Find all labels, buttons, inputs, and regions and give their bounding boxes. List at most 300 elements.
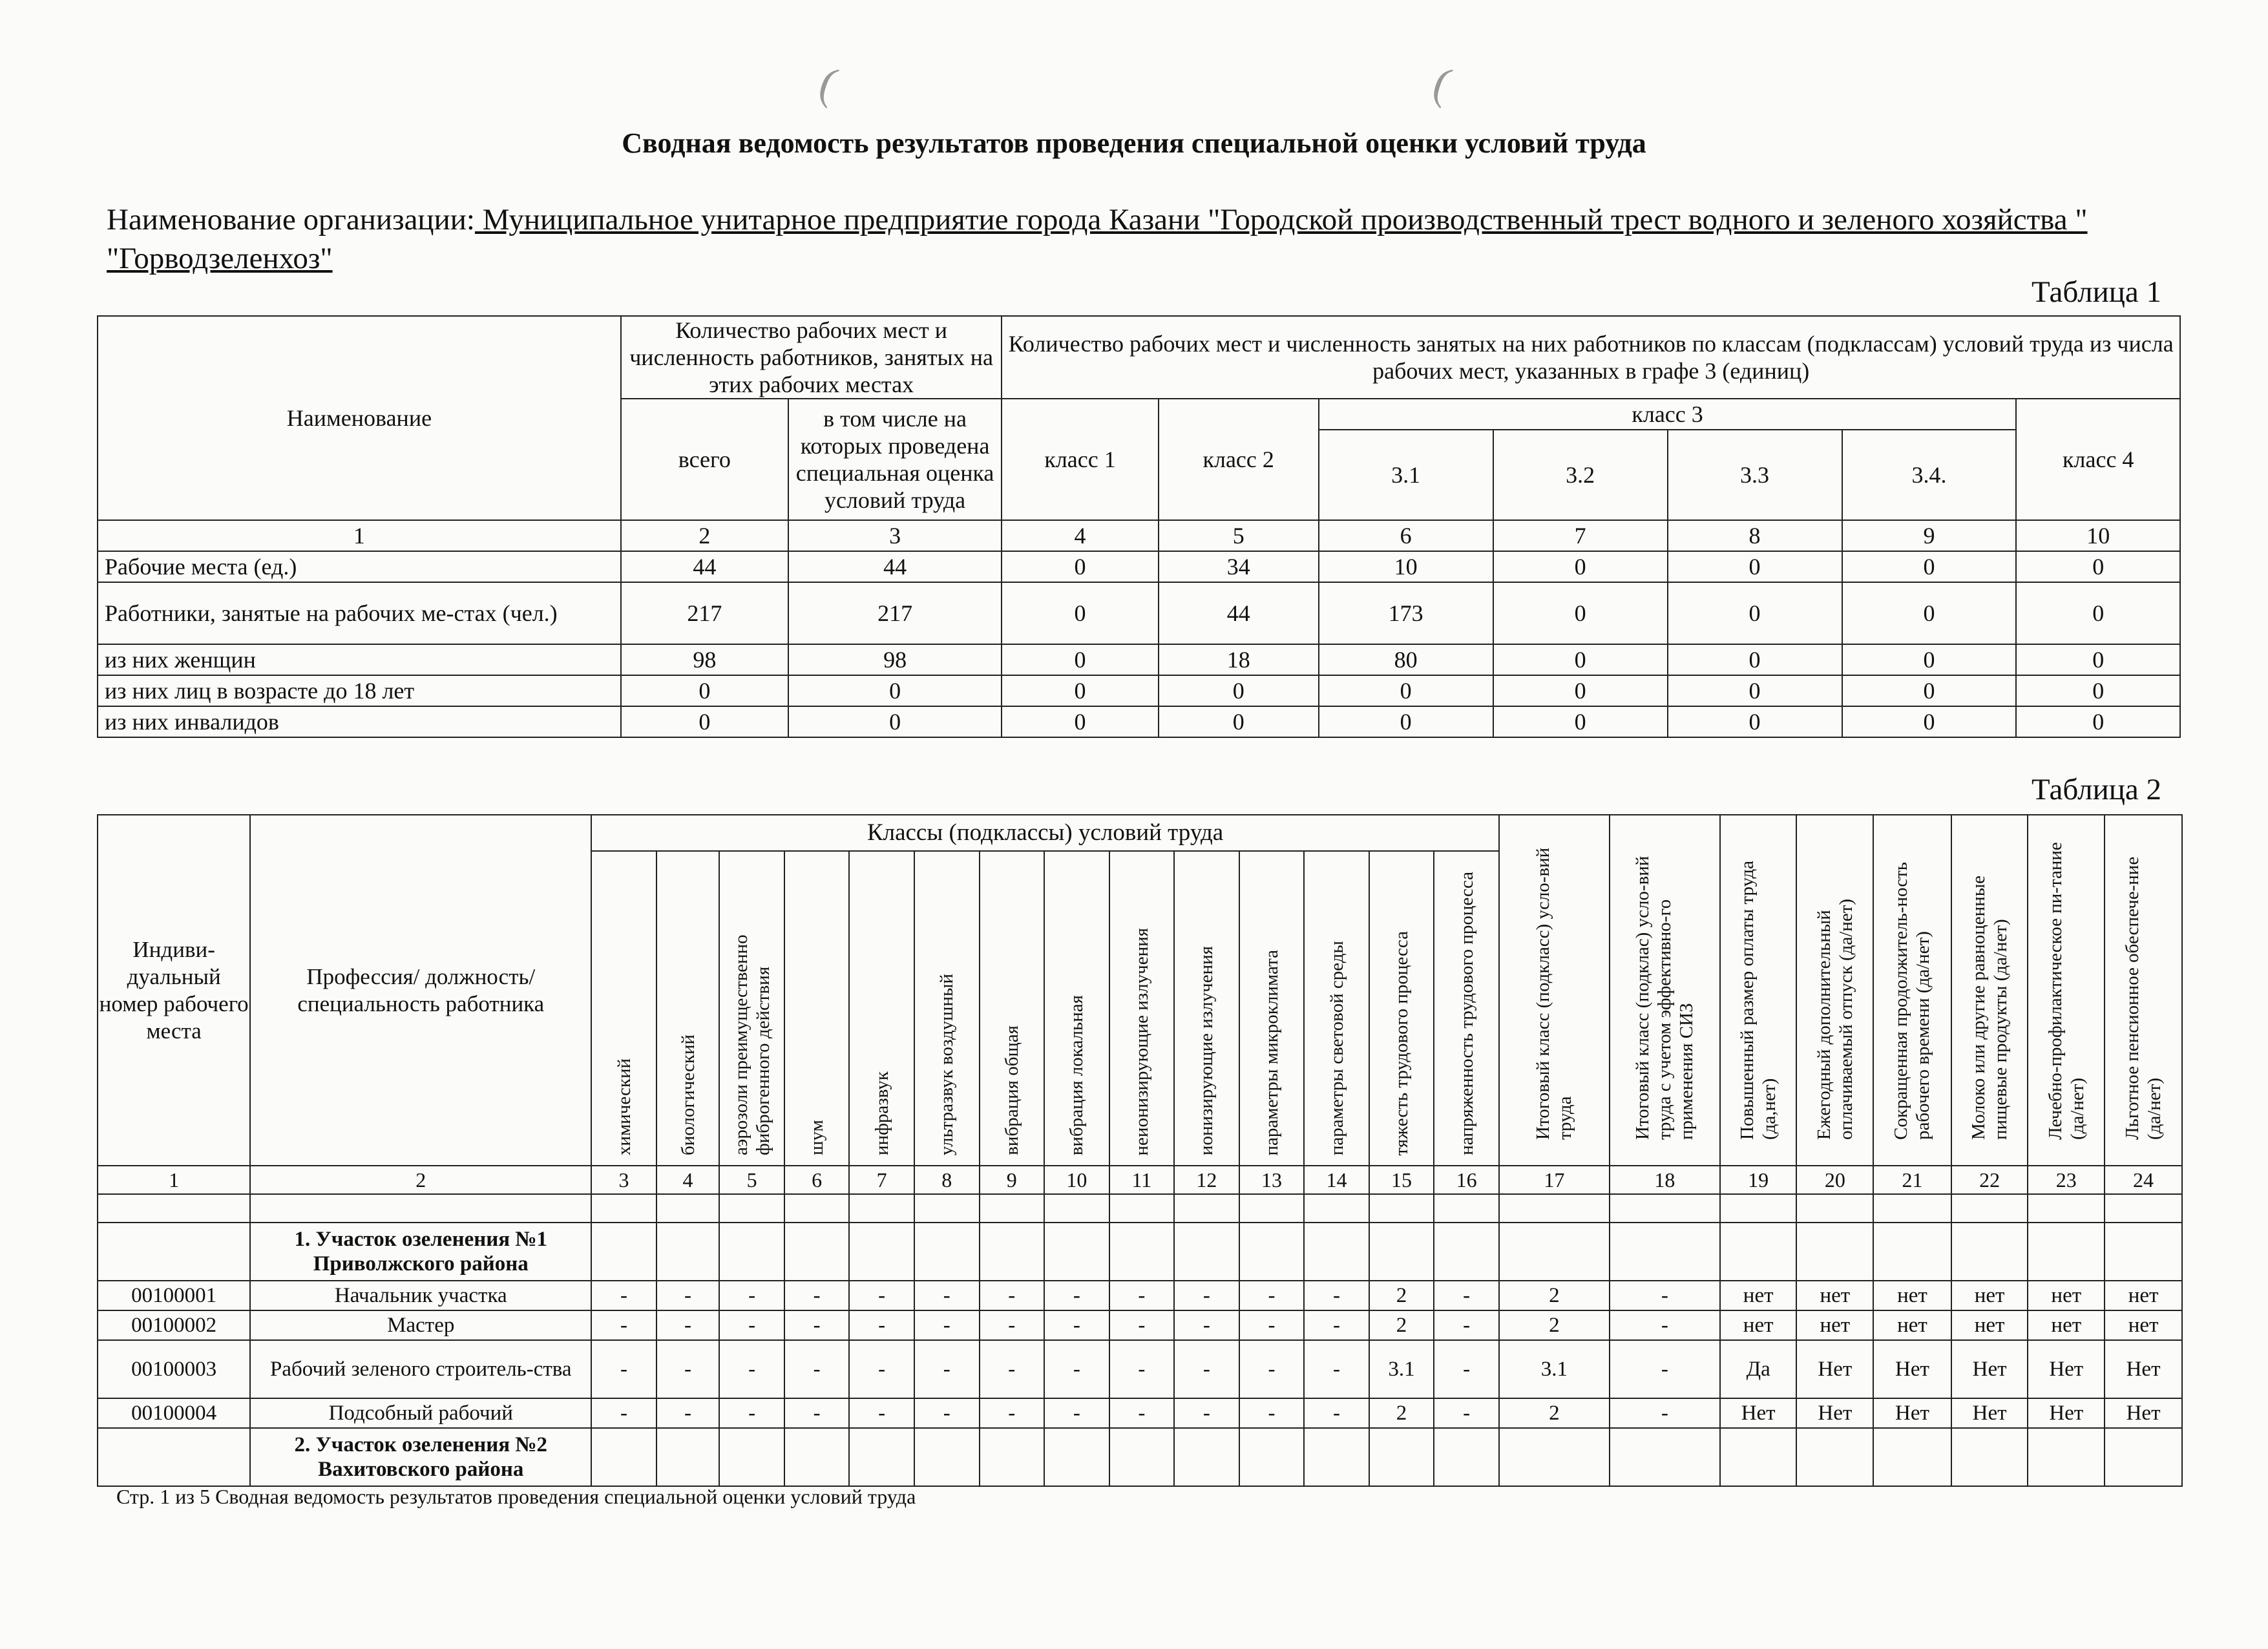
t1-cell: 0 <box>1493 551 1668 582</box>
t2-empty-cell <box>1369 1194 1434 1223</box>
t1-header-3-4: 3.4. <box>1842 430 2017 520</box>
t2-header-id: Индиви-дуальный номер рабочего места <box>98 815 250 1166</box>
t2-empty-cell <box>1610 1194 1720 1223</box>
t2-empty-cell <box>1304 1223 1369 1281</box>
t2-empty-cell <box>98 1223 250 1281</box>
t2-empty-cell <box>719 1194 784 1223</box>
t1-cell: 0 <box>1159 675 1319 706</box>
t1-row-label: Работники, занятые на рабочих ме-стах (чел.) <box>98 582 621 644</box>
t2-cell: - <box>1174 1340 1239 1398</box>
t2-factor-label: напряженность трудового процесса <box>1456 872 1477 1155</box>
t2-empty-cell <box>1796 1428 1873 1486</box>
t2-col-number: 24 <box>2105 1166 2182 1194</box>
t2-cell: Нет <box>1796 1340 1873 1398</box>
t2-cell: - <box>1109 1340 1175 1398</box>
t2-cell: - <box>1044 1281 1109 1310</box>
t2-header-nutrition <box>2028 815 2105 1166</box>
t2-cell: - <box>1174 1281 1239 1310</box>
t2-cell: Нет <box>1796 1398 1873 1428</box>
t1-cell: 44 <box>621 551 788 582</box>
t2-empty-cell <box>719 1428 784 1486</box>
t2-cell: - <box>1239 1281 1305 1310</box>
t2-header-factor <box>719 851 784 1166</box>
t2-header-hours <box>1873 815 1951 1166</box>
t1-header-3-1: 3.1 <box>1319 430 1493 520</box>
t2-cell: - <box>656 1340 720 1398</box>
t1-cell: 217 <box>621 582 788 644</box>
t2-empty-cell <box>1720 1223 1797 1281</box>
t2-col-number: 20 <box>1796 1166 1873 1194</box>
t2-cell: 3.1 <box>1499 1340 1610 1398</box>
t2-empty-cell <box>849 1194 914 1223</box>
t2-cell: - <box>1174 1398 1239 1428</box>
t2-cell: - <box>914 1281 980 1310</box>
t1-cell: 0 <box>1493 582 1668 644</box>
t2-cell: Нет <box>1951 1398 2028 1428</box>
t2-cell: - <box>784 1340 850 1398</box>
t2-empty-cell <box>2028 1428 2105 1486</box>
t2-col-number: 7 <box>849 1166 914 1194</box>
t1-header-class1: класс 1 <box>1002 399 1158 520</box>
t2-factor-label: тяжесть трудового процесса <box>1391 930 1412 1155</box>
t2-cell: нет <box>1720 1310 1797 1340</box>
t2-empty-cell <box>1610 1223 1720 1281</box>
t2-cell: - <box>656 1398 720 1428</box>
t1-number-row <box>98 520 2180 551</box>
t2-cell: Нет <box>2105 1340 2182 1398</box>
table1-caption: Таблица 1 <box>2031 275 2161 309</box>
document-title: Сводная ведомость результатов проведения специальной оценки условий труда <box>622 127 1646 159</box>
t2-empty-cell <box>849 1223 914 1281</box>
t2-empty-cell <box>2105 1194 2182 1223</box>
t2-col-number: 23 <box>2028 1166 2105 1194</box>
t2-factor-label: шум <box>806 1120 828 1155</box>
t1-cell: 0 <box>621 675 788 706</box>
t2-empty-cell <box>2028 1194 2105 1223</box>
t2-cell: - <box>1610 1398 1720 1428</box>
t2-cell: - <box>719 1310 784 1340</box>
t2-cell: - <box>980 1398 1045 1428</box>
t1-col-number: 10 <box>2016 520 2180 551</box>
t2-col-number: 6 <box>784 1166 850 1194</box>
t1-header-class3: класс 3 <box>1319 399 2017 430</box>
t2-empty-cell <box>849 1428 914 1486</box>
t2-empty-cell <box>1174 1428 1239 1486</box>
t2-empty-cell <box>1499 1223 1610 1281</box>
t2-col-number: 2 <box>250 1166 591 1194</box>
t2-cell: Нет <box>2028 1398 2105 1428</box>
t2-factor-label: неионизирующие излучения <box>1131 927 1152 1155</box>
t1-cell: 0 <box>1842 551 2017 582</box>
t2-empty-cell <box>914 1223 980 1281</box>
t2-cell: нет <box>1796 1310 1873 1340</box>
table-row <box>98 644 2180 675</box>
t2-cell: - <box>914 1310 980 1340</box>
t2-empty-cell <box>784 1223 850 1281</box>
t2-cell: - <box>719 1340 784 1398</box>
t2-cell: Нет <box>2028 1340 2105 1398</box>
t2-cell: - <box>849 1281 914 1310</box>
t2-header-factor <box>1369 851 1434 1166</box>
t2-col-number: 21 <box>1873 1166 1951 1194</box>
t2-empty-cell <box>914 1428 980 1486</box>
t2-cell: - <box>591 1340 656 1398</box>
t2-col-number: 17 <box>1499 1166 1610 1194</box>
t2-cell: - <box>1610 1340 1720 1398</box>
t2-empty-cell <box>1499 1194 1610 1223</box>
t2-header-classes: Классы (подклассы) условий труда <box>591 815 1499 851</box>
table-1 <box>97 315 2181 738</box>
t1-cell: 0 <box>1668 582 1842 644</box>
t2-col-number: 14 <box>1304 1166 1369 1194</box>
t2-cell: 2 <box>1369 1281 1434 1310</box>
t2-empty-cell <box>1610 1428 1720 1486</box>
t2-empty-cell <box>1951 1428 2028 1486</box>
t1-cell: 0 <box>1842 582 2017 644</box>
t2-col-number: 9 <box>980 1166 1045 1194</box>
t2-factor-label: инфразвук <box>871 1071 892 1155</box>
t2-cell: нет <box>2028 1310 2105 1340</box>
t2-cell: - <box>656 1281 720 1310</box>
t1-header-3-3: 3.3 <box>1668 430 1842 520</box>
t1-header-class2: класс 2 <box>1159 399 1319 520</box>
t2-cell: Да <box>1720 1340 1797 1398</box>
t1-cell: 0 <box>1668 706 1842 737</box>
t2-cell: - <box>1044 1310 1109 1340</box>
t2-header-factor <box>1434 851 1499 1166</box>
t2-empty-cell <box>1369 1223 1434 1281</box>
t2-workplace-id: 00100003 <box>98 1340 250 1398</box>
t2-cell: Нет <box>1873 1398 1951 1428</box>
t1-cell: 0 <box>621 706 788 737</box>
t2-empty-cell <box>1369 1428 1434 1486</box>
t1-cell: 0 <box>1493 706 1668 737</box>
t1-cell: 98 <box>621 644 788 675</box>
page-footer: Стр. 1 из 5 Сводная ведомость результатов проведения специальной оценки условий труда <box>116 1485 916 1508</box>
t2-cell: - <box>980 1281 1045 1310</box>
t1-row-label: из них женщин <box>98 644 621 675</box>
t2-cell: - <box>1174 1310 1239 1340</box>
t2-cell: - <box>914 1398 980 1428</box>
t1-cell: 80 <box>1319 644 1493 675</box>
t2-empty-cell <box>1873 1223 1951 1281</box>
t1-cell: 0 <box>1842 675 2017 706</box>
t1-cell: 0 <box>2016 582 2180 644</box>
t2-header-factor <box>1304 851 1369 1166</box>
t2-empty-cell <box>1434 1223 1499 1281</box>
t2-cell: - <box>849 1310 914 1340</box>
scan-mark: ( <box>813 58 843 110</box>
t2-cell: - <box>1239 1310 1305 1340</box>
t2-header-vacation <box>1796 815 1873 1166</box>
t2-factor-label: параметры световой среды <box>1326 940 1347 1155</box>
t2-col-number: 13 <box>1239 1166 1305 1194</box>
t2-header-final-class-siz <box>1610 815 1720 1166</box>
t2-cell: нет <box>1873 1281 1951 1310</box>
t1-cell: 0 <box>1319 706 1493 737</box>
t2-header-text: Льготное пенсионное обеспече-ние (да/нет) <box>2122 856 2165 1140</box>
t2-profession: Рабочий зеленого строитель-ства <box>250 1340 591 1398</box>
t2-section-title: 1. Участок озеленения №1 Приволжского района <box>250 1223 591 1281</box>
t1-col-number: 7 <box>1493 520 1668 551</box>
t2-cell: - <box>1109 1398 1175 1428</box>
t2-cell: Нет <box>2105 1398 2182 1428</box>
t1-col-number: 4 <box>1002 520 1158 551</box>
t2-cell: - <box>591 1398 656 1428</box>
t2-empty-cell <box>1109 1223 1175 1281</box>
t2-cell: - <box>1434 1340 1499 1398</box>
t2-cell: - <box>784 1281 850 1310</box>
t1-header-3-2: 3.2 <box>1493 430 1668 520</box>
t2-header-pension <box>2105 815 2182 1166</box>
t2-cell: - <box>1304 1340 1369 1398</box>
t2-workplace-id: 00100002 <box>98 1310 250 1340</box>
t2-cell: - <box>1239 1340 1305 1398</box>
t2-col-number: 8 <box>914 1166 980 1194</box>
t2-col-number: 15 <box>1369 1166 1434 1194</box>
t1-header-count: Количество рабочих мест и численность работников, занятых на этих рабочих местах <box>621 316 1002 399</box>
t2-empty-cell <box>1873 1194 1951 1223</box>
t2-cell: - <box>1434 1310 1499 1340</box>
t2-empty-cell <box>1239 1428 1305 1486</box>
organization-name: Муниципальное унитарное предприятие города Казани "Городской производственный трест водного и зеленого хозяйства " "Горводзеленхоз" <box>107 203 2088 275</box>
t2-cell: - <box>1434 1281 1499 1310</box>
t2-header-factor <box>1239 851 1305 1166</box>
t1-cell: 44 <box>1159 582 1319 644</box>
t2-cell: - <box>1434 1398 1499 1428</box>
t1-cell: 10 <box>1319 551 1493 582</box>
t1-row-label: Рабочие места (ед.) <box>98 551 621 582</box>
t2-cell: 2 <box>1499 1310 1610 1340</box>
t1-col-number: 1 <box>98 520 621 551</box>
t2-header-factor <box>980 851 1045 1166</box>
table-row <box>98 551 2180 582</box>
t2-empty-cell <box>1174 1194 1239 1223</box>
t2-factor-label: химический <box>613 1058 635 1155</box>
t1-cell: 98 <box>788 644 1002 675</box>
t2-col-number: 11 <box>1109 1166 1175 1194</box>
t2-empty-cell <box>1951 1223 2028 1281</box>
t1-cell: 0 <box>2016 644 2180 675</box>
t2-empty-cell <box>1434 1194 1499 1223</box>
t2-cell: нет <box>2105 1281 2182 1310</box>
t2-empty-cell <box>98 1428 250 1486</box>
t1-col-number: 3 <box>788 520 1002 551</box>
t2-header-final-class <box>1499 815 1610 1166</box>
t2-factor-label: ионизирующие излучения <box>1196 945 1217 1155</box>
t2-workplace-id: 00100004 <box>98 1398 250 1428</box>
t1-cell: 0 <box>1002 551 1158 582</box>
t2-cell: Нет <box>1951 1340 2028 1398</box>
t1-cell: 18 <box>1159 644 1319 675</box>
t2-cell: - <box>656 1310 720 1340</box>
t2-empty-cell <box>1044 1194 1109 1223</box>
t2-header-factor <box>1174 851 1239 1166</box>
t2-header-text: Лечебно-профилактическое пи-тание (да/нет) <box>2044 842 2088 1140</box>
t1-cell: 0 <box>1002 644 1158 675</box>
t1-row-label: из них лиц в возрасте до 18 лет <box>98 675 621 706</box>
t2-col-number: 1 <box>98 1166 250 1194</box>
t1-col-number: 2 <box>621 520 788 551</box>
t2-col-number: 3 <box>591 1166 656 1194</box>
t1-cell: 0 <box>1668 675 1842 706</box>
t2-col-number: 12 <box>1174 1166 1239 1194</box>
t2-header-factor <box>656 851 720 1166</box>
t2-factor-label: вибрация общая <box>1001 1025 1022 1155</box>
t2-factor-label: вибрация локальная <box>1066 994 1087 1155</box>
t2-profession: Мастер <box>250 1310 591 1340</box>
t1-cell: 173 <box>1319 582 1493 644</box>
t2-cell: - <box>1109 1310 1175 1340</box>
t2-number-row <box>98 1166 2182 1194</box>
t1-cell: 0 <box>788 675 1002 706</box>
t2-empty-cell <box>1109 1428 1175 1486</box>
t2-empty-cell <box>98 1194 250 1223</box>
table-row <box>98 1340 2182 1398</box>
t2-empty-cell <box>591 1428 656 1486</box>
t2-cell: - <box>849 1340 914 1398</box>
t2-header-factor <box>784 851 850 1166</box>
t2-cell: 2 <box>1369 1398 1434 1428</box>
t2-empty-cell <box>980 1194 1045 1223</box>
t2-cell: - <box>1044 1340 1109 1398</box>
t2-empty-cell <box>656 1223 720 1281</box>
t2-empty-cell <box>1044 1428 1109 1486</box>
t1-cell: 0 <box>788 706 1002 737</box>
t2-profession: Подсобный рабочий <box>250 1398 591 1428</box>
t2-cell: Нет <box>1873 1340 1951 1398</box>
t1-cell: 0 <box>1002 706 1158 737</box>
t2-cell: - <box>784 1310 850 1340</box>
table-row <box>98 706 2180 737</box>
t2-empty-cell <box>1044 1223 1109 1281</box>
t2-cell: - <box>784 1398 850 1428</box>
t2-cell: - <box>1044 1398 1109 1428</box>
t2-cell: - <box>1239 1398 1305 1428</box>
t2-empty-cell <box>2105 1223 2182 1281</box>
t2-cell: - <box>719 1398 784 1428</box>
t2-cell: - <box>719 1281 784 1310</box>
t2-cell: - <box>980 1310 1045 1340</box>
t2-header-text: Итоговый класс (подклас) усло-вий труда с учетом эффективно-го применения СИЗ <box>1632 856 1697 1140</box>
t2-cell: нет <box>1720 1281 1797 1310</box>
t2-empty-cell <box>1174 1223 1239 1281</box>
t2-cell: - <box>849 1398 914 1428</box>
t2-header-text: Сокращенная продолжитель-ность рабочего времени (да/нет) <box>1891 861 1934 1140</box>
t2-header-text: Молоко или другие равноценные пищевые продукты (да/нет) <box>1968 875 2011 1140</box>
t1-cell: 0 <box>1493 644 1668 675</box>
t2-col-number: 10 <box>1044 1166 1109 1194</box>
t2-empty-cell <box>2028 1223 2105 1281</box>
t2-empty-cell <box>1720 1428 1797 1486</box>
t2-cell: - <box>1109 1281 1175 1310</box>
t2-empty-cell <box>784 1194 850 1223</box>
t1-cell: 34 <box>1159 551 1319 582</box>
t2-cell: - <box>1304 1398 1369 1428</box>
t2-empty-cell <box>250 1194 591 1223</box>
t1-header-classes: Количество рабочих мест и численность занятых на них работников по классам (подклассам) условий труда из числа рабочих мест, указанных в графе 3 (единиц) <box>1002 316 2180 399</box>
t2-header-text: Повышенный размер оплаты труда (да,нет) <box>1737 861 1780 1140</box>
t1-cell: 0 <box>1002 675 1158 706</box>
t1-cell: 0 <box>2016 551 2180 582</box>
t1-col-number: 6 <box>1319 520 1493 551</box>
table-row <box>98 1281 2182 1310</box>
t2-empty-cell <box>1720 1194 1797 1223</box>
t2-section-title: 2. Участок озеленения №2 Вахитовского района <box>250 1428 591 1486</box>
table-row <box>98 1428 2182 1486</box>
t2-cell: нет <box>1951 1310 2028 1340</box>
t2-empty-cell <box>1109 1194 1175 1223</box>
t2-empty-cell <box>1434 1428 1499 1486</box>
t2-empty-cell <box>980 1223 1045 1281</box>
t2-empty-cell <box>591 1223 656 1281</box>
scan-mark: ( <box>1427 58 1457 110</box>
t2-header-milk <box>1951 815 2028 1166</box>
t2-cell: 3.1 <box>1369 1340 1434 1398</box>
t1-cell: 0 <box>1493 675 1668 706</box>
t2-cell: нет <box>1951 1281 2028 1310</box>
t2-cell: нет <box>2028 1281 2105 1310</box>
organization-line <box>107 200 2174 278</box>
t2-profession: Начальник участка <box>250 1281 591 1310</box>
t1-header-class4: класс 4 <box>2016 399 2180 520</box>
t2-empty-cell <box>656 1428 720 1486</box>
t2-empty-cell <box>980 1428 1045 1486</box>
t2-cell: нет <box>2105 1310 2182 1340</box>
t1-cell: 0 <box>1668 551 1842 582</box>
t1-header-total: всего <box>621 399 788 520</box>
t2-header-factor <box>1109 851 1175 1166</box>
t1-col-number: 8 <box>1668 520 1842 551</box>
t2-header-text: Итоговый класс (подкласс) усло-вий труда <box>1533 847 1576 1140</box>
t1-col-number: 9 <box>1842 520 2017 551</box>
t2-empty-cell <box>1951 1194 2028 1223</box>
t1-header-name: Наименование <box>98 316 621 520</box>
t2-header-factor <box>591 851 656 1166</box>
t1-cell: 0 <box>1159 706 1319 737</box>
t2-factor-label: аэрозоли преимущественно фиброгенного действия <box>730 934 773 1155</box>
t2-factor-label: биологический <box>677 1035 698 1155</box>
t2-cell: 2 <box>1499 1281 1610 1310</box>
t1-cell: 0 <box>1002 582 1158 644</box>
t2-cell: 2 <box>1369 1310 1434 1340</box>
t1-header-assessed: в том числе на которых проведена специальная оценка условий труда <box>788 399 1002 520</box>
t2-empty-cell <box>1304 1194 1369 1223</box>
t2-empty-cell <box>1796 1223 1873 1281</box>
t2-col-number: 4 <box>656 1166 720 1194</box>
t1-cell: 44 <box>788 551 1002 582</box>
t2-cell: 2 <box>1499 1398 1610 1428</box>
t2-header-factor <box>914 851 980 1166</box>
t2-cell: Нет <box>1720 1398 1797 1428</box>
t1-cell: 217 <box>788 582 1002 644</box>
table-row <box>98 1223 2182 1281</box>
t2-empty-cell <box>914 1194 980 1223</box>
t1-cell: 0 <box>1842 706 2017 737</box>
t2-empty-cell <box>719 1223 784 1281</box>
t2-empty-cell <box>1239 1223 1305 1281</box>
t2-empty-cell <box>1796 1194 1873 1223</box>
t1-cell: 0 <box>1842 644 2017 675</box>
table-row <box>98 1194 2182 1223</box>
t2-cell: нет <box>1873 1310 1951 1340</box>
t2-empty-cell <box>656 1194 720 1223</box>
t2-header-factor <box>1044 851 1109 1166</box>
t2-cell: - <box>591 1281 656 1310</box>
t2-empty-cell <box>1499 1428 1610 1486</box>
organization-label: Наименование организации: <box>107 203 475 236</box>
t2-empty-cell <box>784 1428 850 1486</box>
